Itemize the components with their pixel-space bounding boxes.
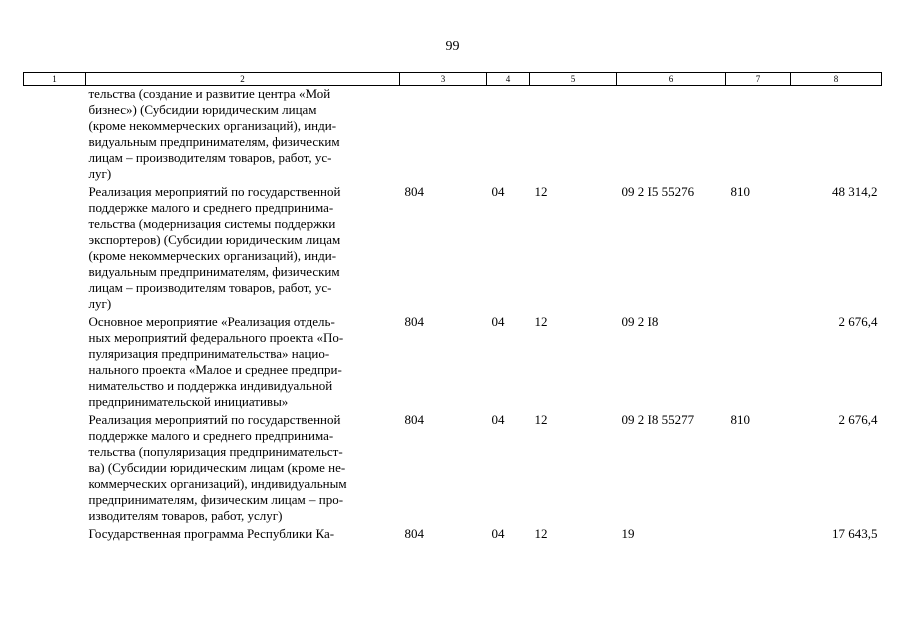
column-number: 7 — [726, 73, 791, 86]
expense-type-code: 810 — [730, 412, 750, 427]
description-line: бизнес») (Субсидии юридическим лицам — [88, 102, 317, 117]
page-number: 99 — [445, 39, 460, 54]
description-line: поддержке малого и среднего предпринима- — [88, 428, 334, 443]
section-code: 04 — [491, 184, 505, 199]
row-description — [86, 182, 400, 312]
expense-type-code — [726, 86, 791, 183]
target-article-code: 09 2 I5 55276 — [621, 184, 695, 199]
description-line: предпринимательской инициативы» — [88, 394, 289, 409]
table-row — [24, 524, 882, 542]
description-line: ных мероприятий федерального проекта «По- — [88, 330, 344, 345]
table-row — [24, 312, 882, 410]
description-line: видуальным предпринимателям, физическим — [88, 264, 340, 279]
description-line: (кроме некоммерческих организаций), инди- — [88, 118, 337, 133]
description-line: видуальным предпринимателям, физическим — [88, 134, 340, 149]
description-line: луг) — [88, 166, 112, 181]
row-description — [86, 86, 400, 183]
target-article-code: 09 2 I8 — [621, 314, 659, 329]
subsection-code: 12 — [534, 526, 548, 541]
section-code: 04 — [491, 412, 505, 427]
amount: 2 676,4 — [838, 412, 878, 427]
expense-type-code — [726, 312, 791, 410]
description-line: Реализация мероприятий по государственной — [88, 412, 341, 427]
column-number: 2 — [86, 73, 400, 86]
ministry-code — [400, 86, 487, 183]
description-line: Государственная программа Республики Ка- — [88, 526, 335, 541]
table-row — [24, 410, 882, 524]
expense-type-code — [726, 524, 791, 542]
expense-type-code: 810 — [730, 184, 750, 199]
description-line: тельства (модернизация системы поддержки — [88, 216, 336, 231]
description-line: коммерческих организаций), индивидуальным — [88, 476, 347, 491]
ministry-code: 804 — [404, 412, 424, 427]
column-number: 3 — [400, 73, 487, 86]
target-article-code — [617, 86, 726, 183]
description-line: (кроме некоммерческих организаций), инди- — [88, 248, 337, 263]
subsection-code: 12 — [534, 314, 548, 329]
row-description — [86, 524, 400, 542]
subsection-code: 12 — [534, 184, 548, 199]
column-number: 6 — [617, 73, 726, 86]
ministry-code: 804 — [404, 184, 424, 199]
cell-col1 — [24, 312, 86, 410]
description-line: экспортеров) (Субсидии юридическим лицам — [88, 232, 341, 247]
description-line: пуляризация предпринимательства» нацио- — [88, 346, 330, 361]
description-line: Реализация мероприятий по государственной — [88, 184, 341, 199]
subsection-code — [530, 86, 617, 183]
column-number: 4 — [487, 73, 530, 86]
amount: 2 676,4 — [838, 314, 878, 329]
description-line: предпринимателям, физическим лицам – про- — [88, 492, 344, 507]
description-line: изводителям товаров, работ, услуг) — [88, 508, 283, 523]
description-line: поддержке малого и среднего предпринима- — [88, 200, 334, 215]
amount — [791, 86, 882, 183]
table-row — [24, 86, 882, 183]
description-line: лицам – производителям товаров, работ, ус- — [88, 280, 332, 295]
column-number: 1 — [24, 73, 86, 86]
target-article-code: 09 2 I8 55277 — [621, 412, 695, 427]
ministry-code: 804 — [404, 314, 424, 329]
column-number: 8 — [791, 73, 882, 86]
description-line: нимательство и поддержка индивидуальной — [88, 378, 333, 393]
cell-col1 — [24, 86, 86, 183]
section-code: 04 — [491, 526, 505, 541]
description-line: луг) — [88, 296, 112, 311]
subsection-code: 12 — [534, 412, 548, 427]
description-line: лицам – производителям товаров, работ, ус- — [88, 150, 332, 165]
table-row — [24, 182, 882, 312]
cell-col1 — [24, 410, 86, 524]
column-number: 5 — [530, 73, 617, 86]
cell-col1 — [24, 524, 86, 542]
section-code: 04 — [491, 314, 505, 329]
ministry-code: 804 — [404, 526, 424, 541]
column-number-row — [24, 73, 882, 86]
budget-table — [23, 72, 882, 542]
description-line: тельства (популяризация предпринимательст- — [88, 444, 343, 459]
amount: 48 314,2 — [832, 184, 878, 199]
description-line: Основное мероприятие «Реализация отдель- — [88, 314, 335, 329]
table-body — [24, 86, 882, 543]
cell-col1 — [24, 182, 86, 312]
section-code — [487, 86, 530, 183]
row-description — [86, 312, 400, 410]
row-description — [86, 410, 400, 524]
target-article-code: 19 — [621, 526, 635, 541]
description-line: тельства (создание и развитие центра «Мой — [88, 86, 331, 101]
description-line: нального проекта «Малое и среднее предпри- — [88, 362, 342, 377]
description-line: ва) (Субсидии юридическим лицам (кроме не- — [88, 460, 346, 475]
amount: 17 643,5 — [832, 526, 878, 541]
